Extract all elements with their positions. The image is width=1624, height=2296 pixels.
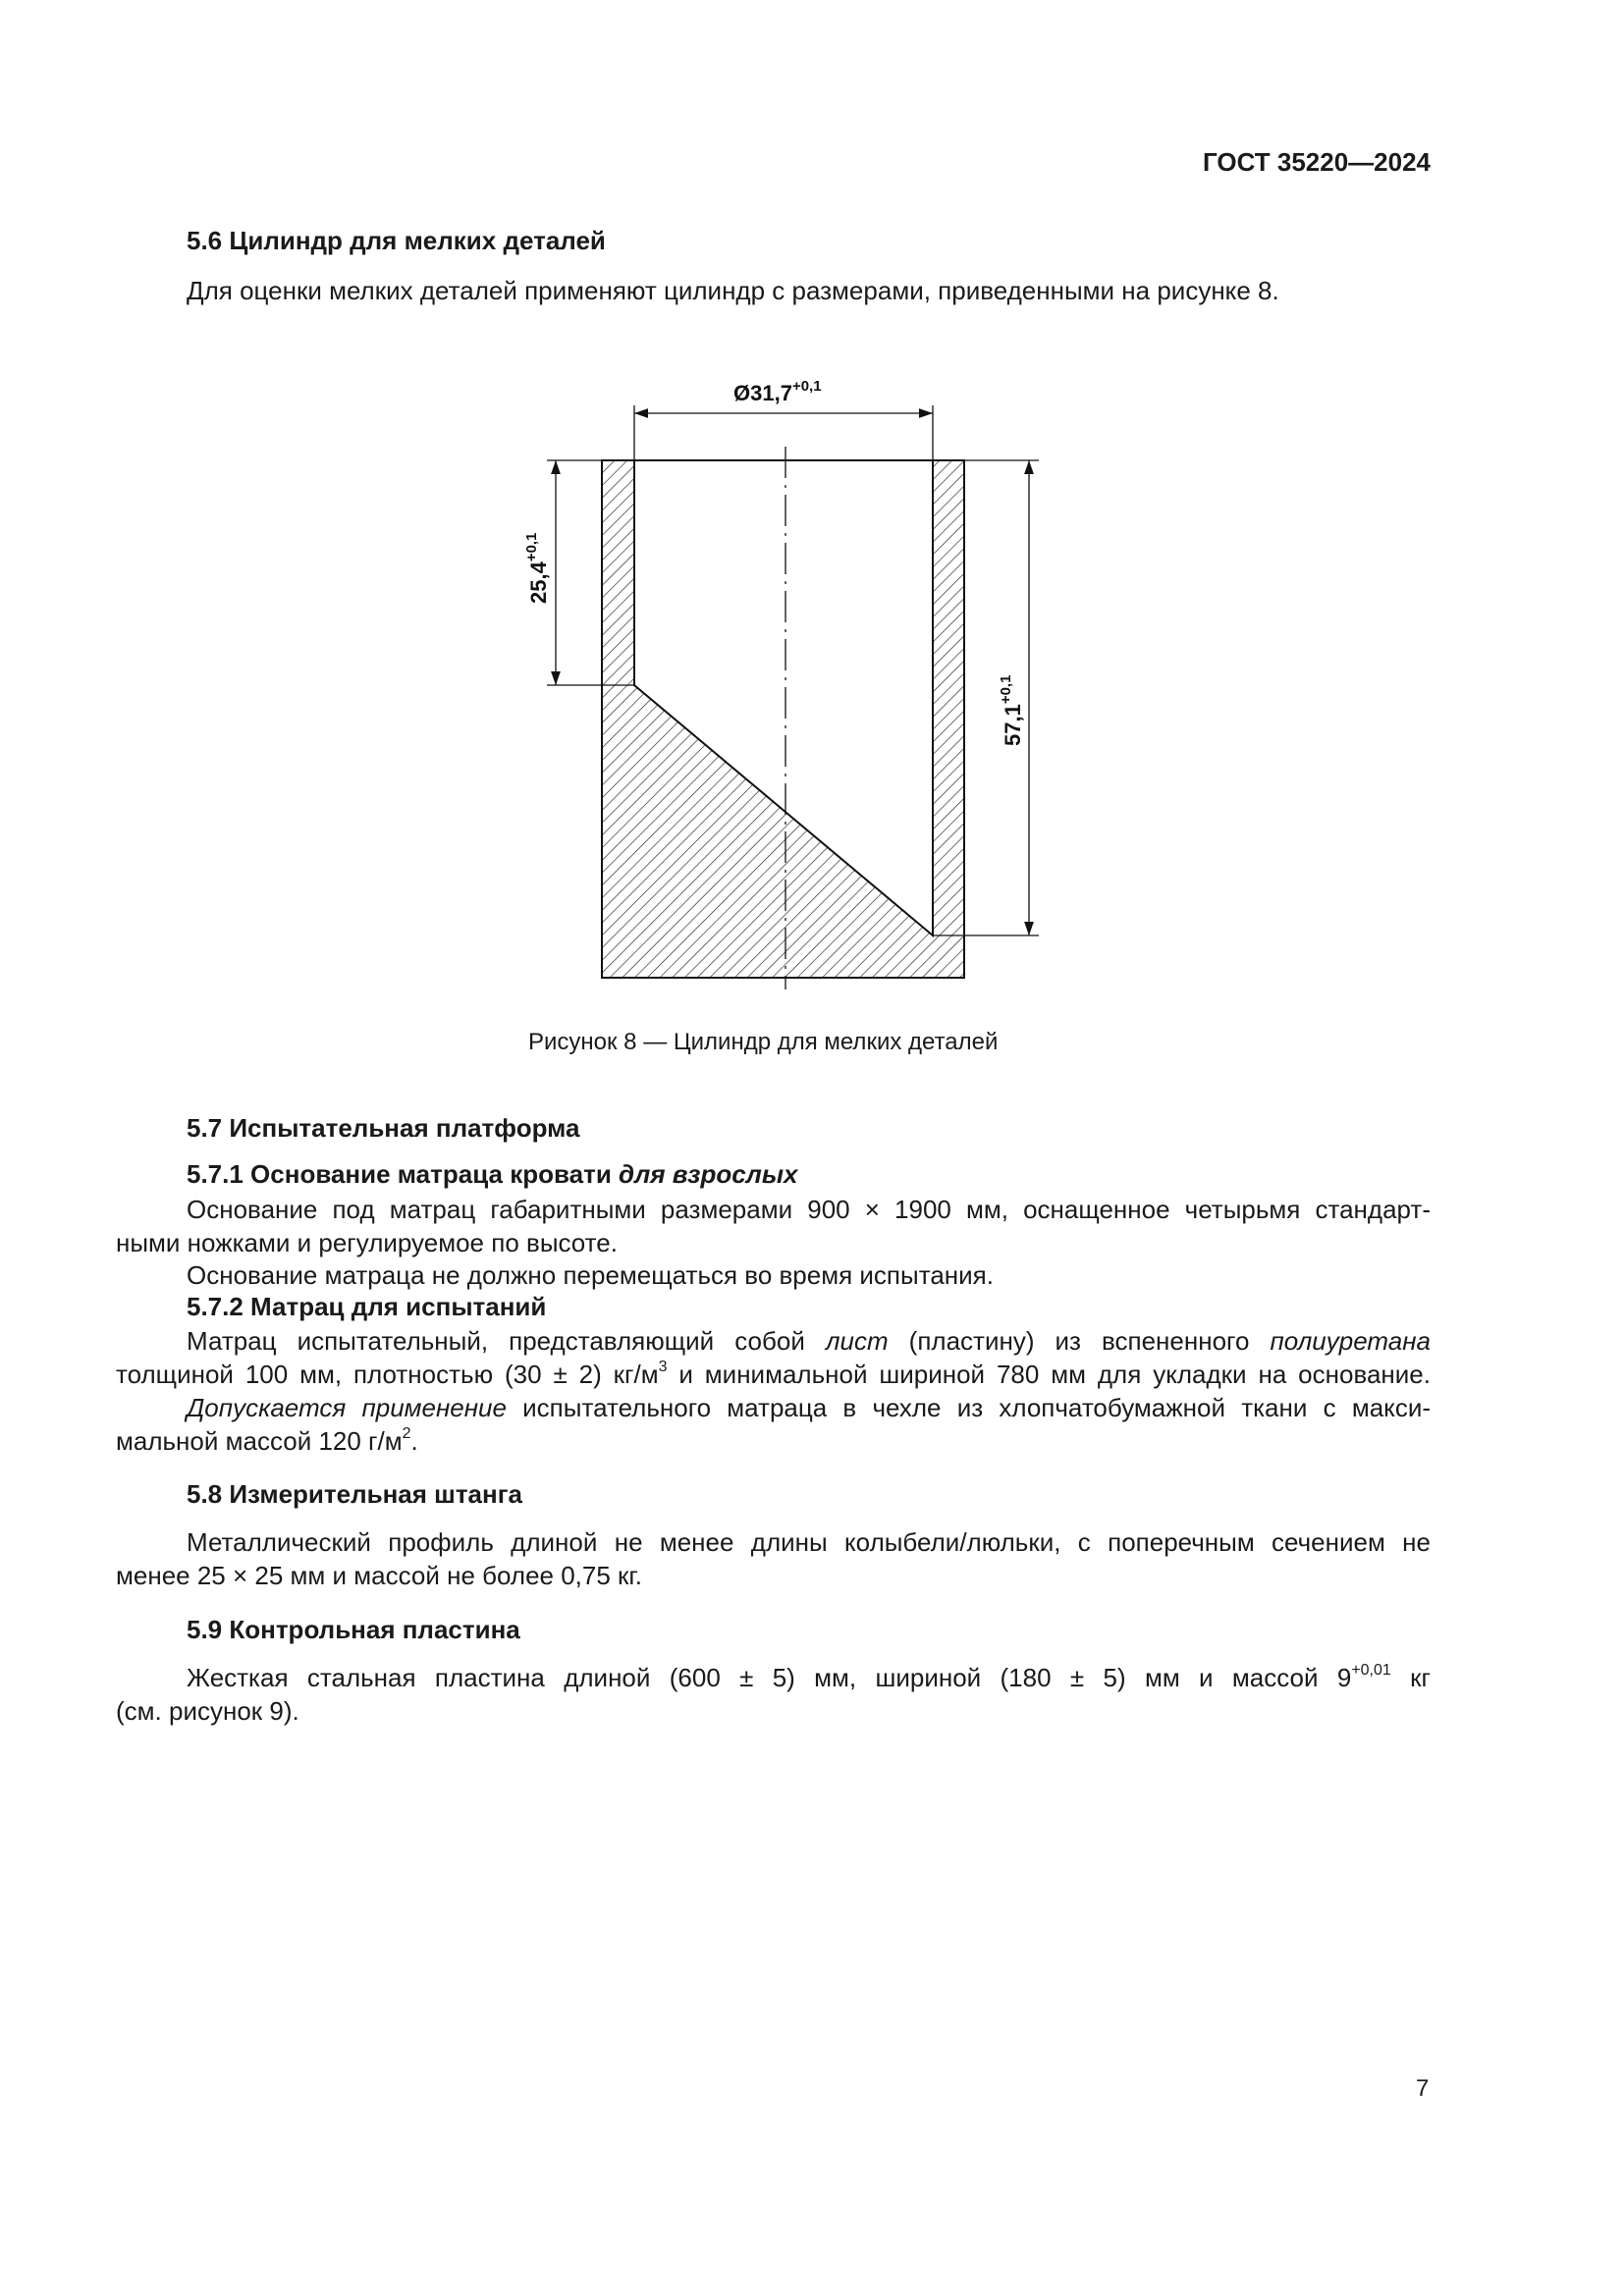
section-5-7-2-heading: 5.7.2 Матрац для испытаний (187, 1292, 547, 1321)
s59-l1-sup: +0,01 (1351, 1662, 1391, 1680)
s572-l2-a: толщиной 100 мм, плотностью (30 ± 2) кг/м (116, 1360, 659, 1389)
svg-text:25,4+0,1 (523, 533, 551, 604)
s572-l4-a: мальной массой 120 г/м (116, 1426, 403, 1456)
diameter-tolerance: +0,1 (791, 378, 822, 395)
s572-l3-b: испытательного матраца в чехле из хлопчатобумажной ткани с макси- (506, 1393, 1431, 1422)
s59-l1-a: Жесткая стальная пластина длиной (600 ± 5) мм, шириной (180 ± 5) мм и массой 9 (187, 1663, 1352, 1692)
left-height-tolerance: +0,1 (523, 532, 540, 562)
section-5-7-1-para1-line2: ными ножками и регулируемое по высоте. (116, 1228, 618, 1257)
section-5-6-text: Для оценки мелких деталей применяют цилиндр с размерами, приведенными на рисунке 8. (187, 276, 1279, 305)
s572-l1-a: Матрац испытательный, представляющий собой (187, 1326, 826, 1356)
section-5-6-heading: 5.6 Цилиндр для мелких деталей (187, 226, 606, 255)
right-height-tolerance: +0,1 (998, 674, 1014, 705)
section-5-7-1-para2: Основание матраца не должно перемещаться во время испытания. (187, 1260, 994, 1290)
s572-l2-b: и минимальной шириной 780 мм для укладки на основание. (667, 1360, 1431, 1389)
section-5-7-2-para1-line1 (116, 1324, 1431, 1358)
s572-l4-b: . (410, 1426, 418, 1456)
section-5-9-line1 (116, 1661, 1431, 1694)
section-5-7-2-para2-line1 (116, 1391, 1431, 1424)
section-5-7-1-heading (187, 1159, 798, 1190)
s572-l4-sup: 2 (402, 1425, 411, 1443)
section-5-8-line1: Металлический профиль длиной не менее длины колыбели/люльки, с поперечным сечением не (187, 1527, 1431, 1557)
page-number: 7 (1416, 2075, 1430, 2102)
svg-text:Ø31,7+0,1 (733, 378, 822, 405)
right-height-dimension-label: 57,1 (1001, 704, 1025, 746)
s572-l2-sup: 3 (658, 1359, 668, 1376)
section-5-9-line2: (см. рисунок 9). (116, 1696, 299, 1726)
s572-l1-b-italic: лист (825, 1326, 889, 1356)
s59-l1-b: кг (1390, 1663, 1431, 1692)
section-5-7-1-para1-line1: Основание под матрац габаритными размерами 900 × 1900 мм, оснащенное четырьмя стандарт- (187, 1195, 1431, 1224)
s572-l1-c: (пластину) из вспененного (888, 1326, 1271, 1356)
section-5-7-1-heading-italic: для взрослых (619, 1159, 798, 1189)
section-5-7-2-para2-line2 (116, 1424, 1431, 1458)
figure-8-caption: Рисунок 8 — Цилиндр для мелких деталей (528, 1029, 999, 1055)
diameter-dimension-label: Ø31,7 (733, 381, 792, 405)
section-5-9-heading: 5.9 Контрольная пластина (187, 1615, 520, 1644)
svg-text:57,1+0,1 (998, 675, 1025, 746)
section-5-7-1-heading-bold: 5.7.1 Основание матраца кровати (187, 1159, 620, 1189)
section-5-8-heading: 5.8 Измерительная штанга (187, 1479, 522, 1509)
section-5-8-line2: менее 25 × 25 мм и массой не более 0,75 кг. (116, 1561, 642, 1590)
s572-l1-d-italic: полиуретана (1270, 1326, 1431, 1356)
s572-l3-a-italic: Допускается применение (187, 1393, 507, 1422)
document-id: ГОСТ 35220—2024 (1203, 147, 1431, 177)
section-5-7-heading: 5.7 Испытательная платформа (187, 1113, 580, 1143)
section-5-7-2-para1-line2 (116, 1358, 1431, 1391)
figure-8-cylinder-drawing (511, 363, 1080, 991)
cylinder-section-hatched (602, 460, 964, 978)
left-height-dimension-label: 25,4 (526, 561, 551, 604)
